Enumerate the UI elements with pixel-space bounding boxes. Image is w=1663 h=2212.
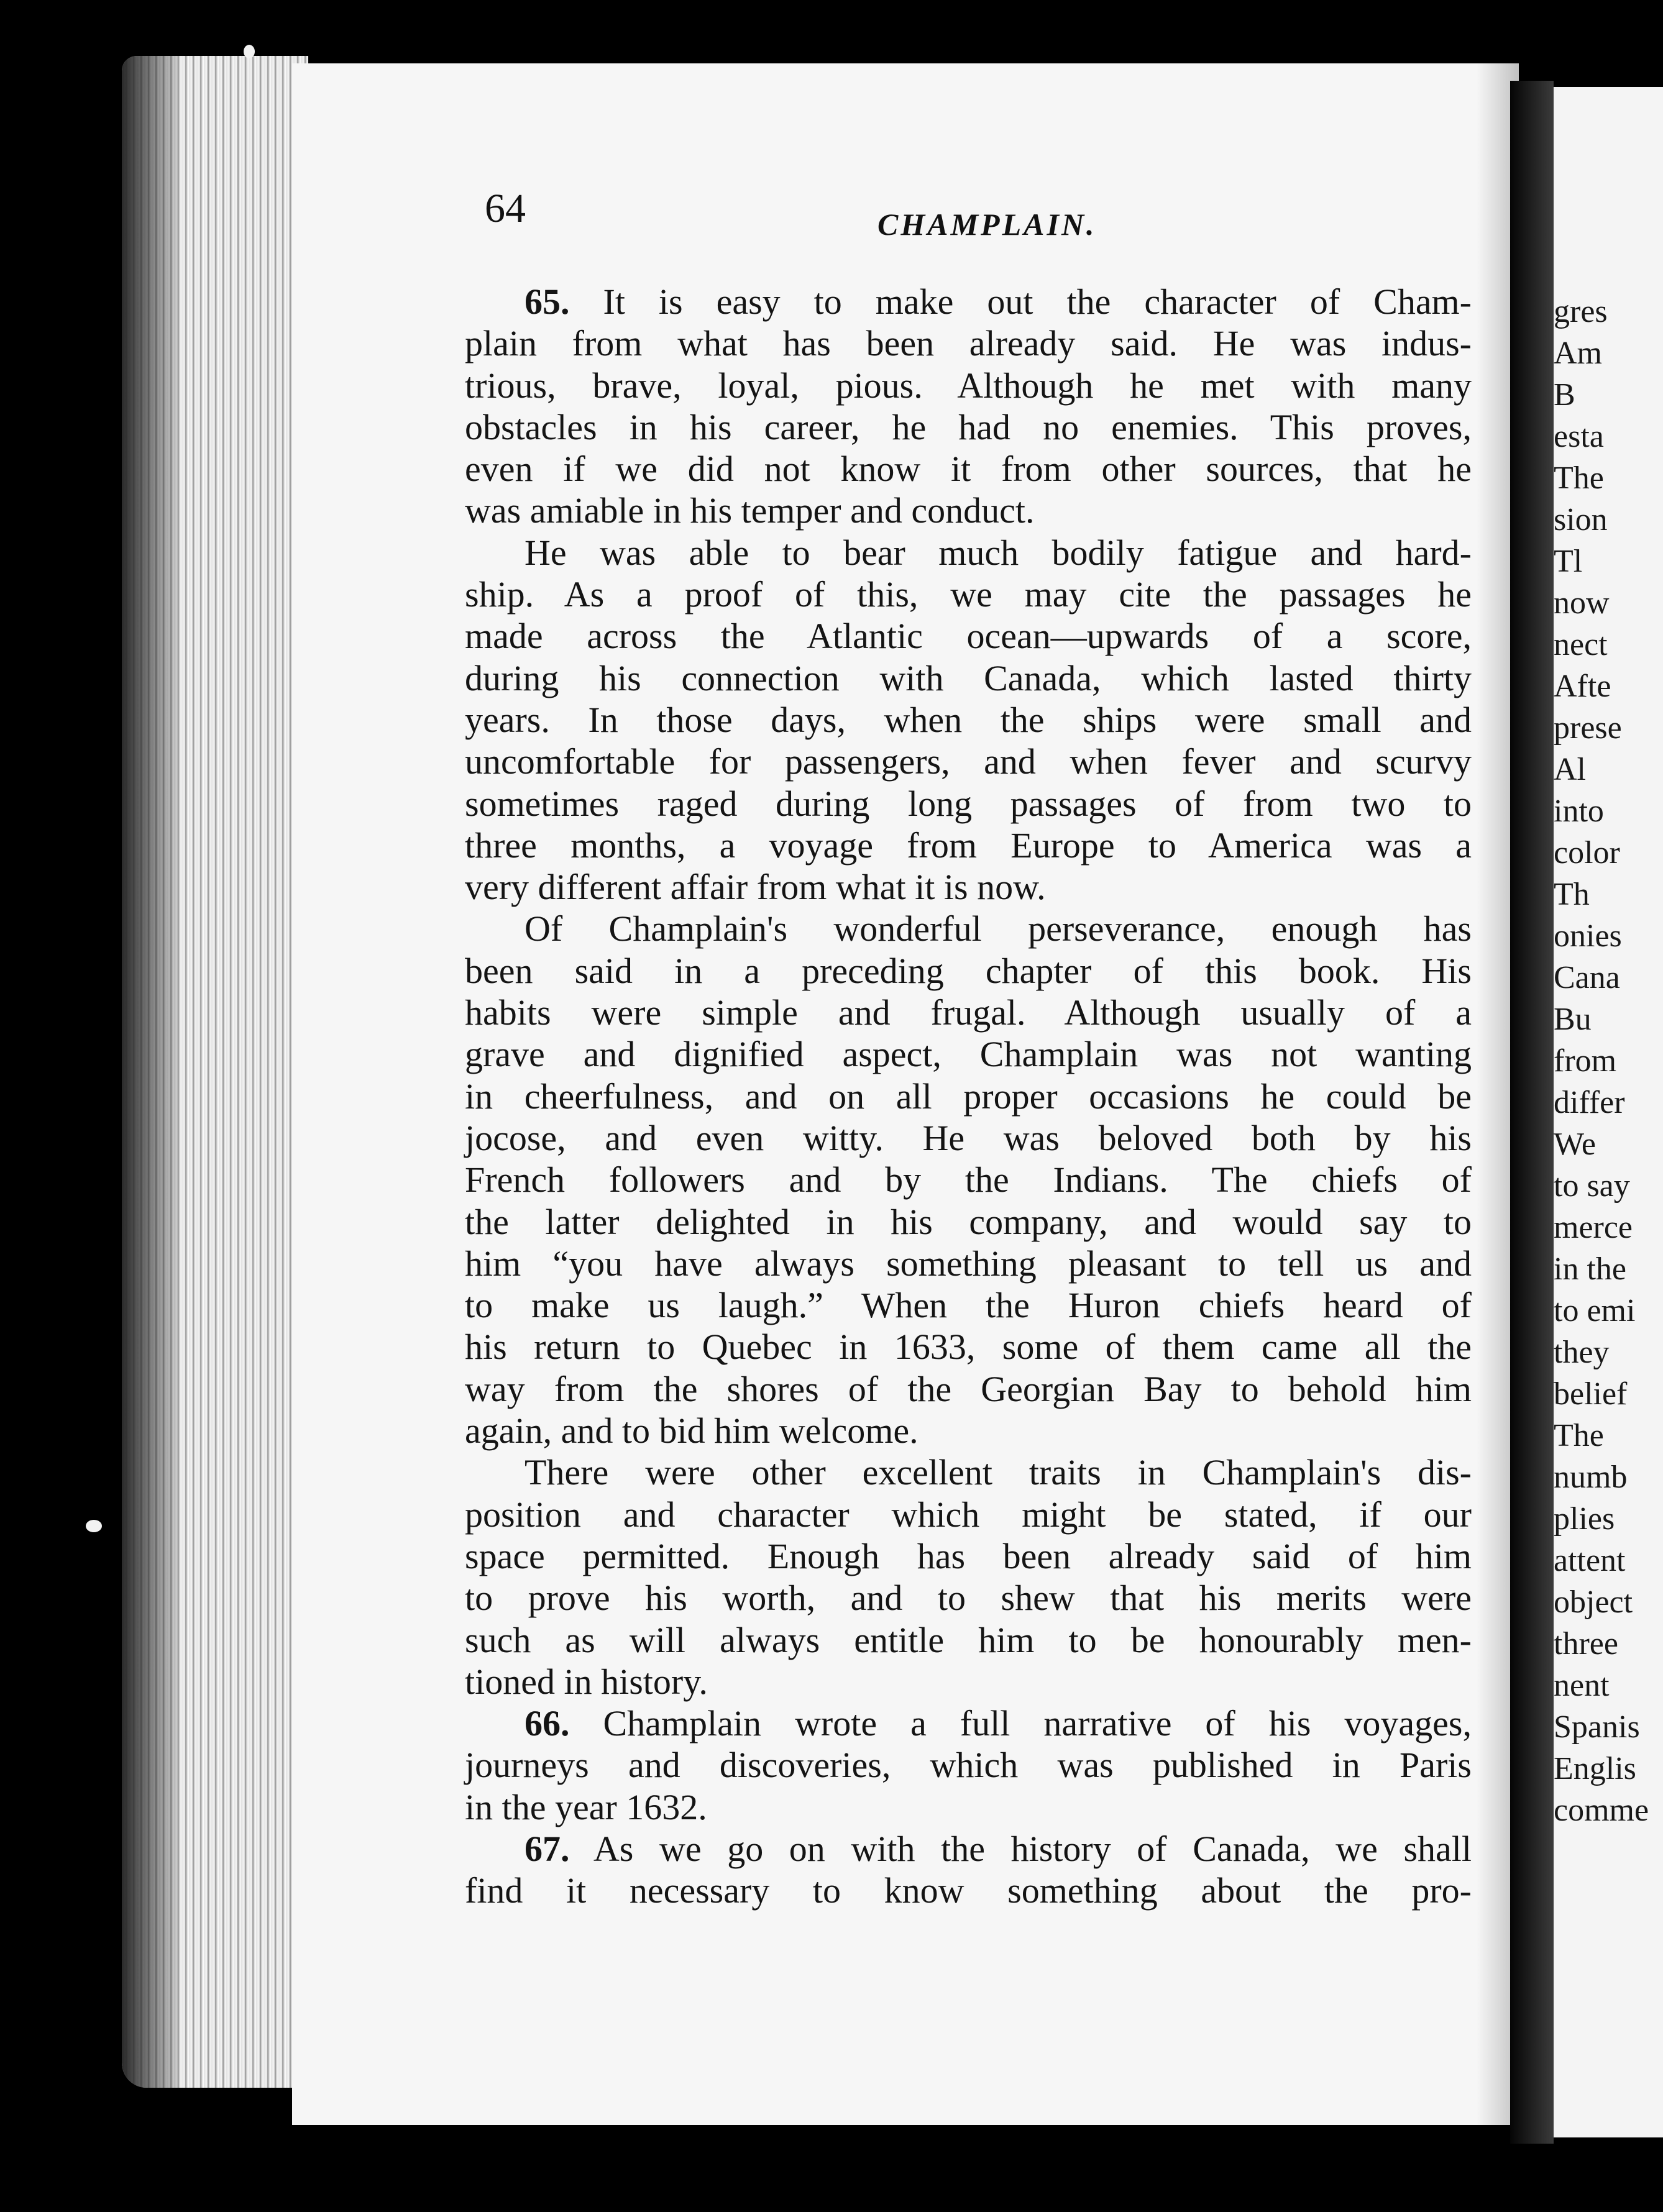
line-text: He was able to bear much bodily fatigue and hard- <box>525 532 1472 573</box>
facing-line-fragment: The <box>1554 460 1604 496</box>
line-text: such as will always entitle him to be honourably men- <box>465 1619 1472 1660</box>
text-line <box>465 1243 1472 1284</box>
facing-line-fragment: Tl <box>1554 544 1583 579</box>
section-number: 66. <box>525 1703 570 1744</box>
line-text: was amiable in his temper and conduct. <box>465 490 1035 531</box>
page-edges-shadow <box>122 56 178 2088</box>
line-text: Of Champlain's wonderful perseverance, enough has <box>525 908 1472 949</box>
line-text: plain from what has been already said. He was indus- <box>465 323 1472 364</box>
text-line <box>465 699 1472 741</box>
text-line <box>465 1033 1472 1075</box>
section-number: 67. <box>525 1828 570 1869</box>
line-text: him “you have always something pleasant to tell us and <box>465 1243 1472 1284</box>
text-line <box>465 1828 1472 1870</box>
text-line <box>465 1870 1472 1911</box>
line-text: It is easy to make out the character of Cham- <box>569 281 1472 322</box>
facing-line-fragment: in the <box>1554 1251 1626 1287</box>
line-text: space permitted. Enough has been already said of him <box>465 1535 1472 1576</box>
line-text: ship. As a proof of this, we may cite the passages he <box>465 574 1472 615</box>
text-line <box>465 365 1472 406</box>
text-line <box>465 657 1472 699</box>
text-line <box>465 1326 1472 1368</box>
line-text: obstacles in his career, he had no enemies. This proves, <box>465 406 1472 447</box>
facing-line-fragment: differ <box>1554 1085 1625 1120</box>
facing-line-fragment: Afte <box>1554 669 1611 704</box>
facing-line-fragment: esta <box>1554 419 1604 454</box>
facing-line-fragment: nect <box>1554 627 1608 662</box>
facing-line-fragment: We <box>1554 1127 1596 1162</box>
dust-speck <box>86 1520 102 1532</box>
facing-line-fragment: belief <box>1554 1376 1628 1412</box>
line-text: position and character which might be stated, if our <box>465 1494 1472 1535</box>
text-line <box>465 532 1472 574</box>
text-line <box>465 1535 1472 1577</box>
facing-line-fragment: B <box>1554 377 1575 413</box>
text-line <box>465 1744 1472 1786</box>
facing-line-fragment: color <box>1554 835 1620 871</box>
text-line <box>465 1702 1472 1744</box>
facing-line-fragment: comme <box>1554 1793 1649 1828</box>
facing-line-fragment: prese <box>1554 710 1622 746</box>
facing-line-fragment: into <box>1554 793 1604 829</box>
line-text: journeys and discoveries, which was published in Paris <box>465 1745 1472 1786</box>
text-line <box>465 783 1472 825</box>
text-line <box>465 1117 1472 1159</box>
line-text: habits were simple and frugal. Although usually of a <box>465 992 1472 1033</box>
text-line <box>465 1076 1472 1117</box>
facing-line-fragment: from <box>1554 1043 1617 1079</box>
text-line <box>465 448 1472 490</box>
facing-line-fragment: onies <box>1554 918 1622 954</box>
text-line <box>465 1786 1472 1828</box>
line-text: There were other excellent traits in Champlain's dis- <box>525 1452 1472 1493</box>
facing-line-fragment: sion <box>1554 502 1608 537</box>
text-line <box>465 615 1472 657</box>
text-line <box>465 908 1472 949</box>
line-text: way from the shores of the Georgian Bay to behold him <box>465 1368 1472 1409</box>
facing-line-fragment: Al <box>1554 752 1586 787</box>
text-line <box>465 1494 1472 1535</box>
text-line <box>465 950 1472 992</box>
line-text: to make us laugh.” When the Huron chiefs heard of <box>465 1285 1472 1326</box>
line-text: trious, brave, loyal, pious. Although he met with many <box>465 365 1472 406</box>
line-text: in the year 1632. <box>465 1786 707 1827</box>
line-text: to prove his worth, and to shew that his merits were <box>465 1578 1472 1619</box>
line-text: French followers and by the Indians. The chiefs of <box>465 1159 1472 1200</box>
facing-line-fragment: gres <box>1554 294 1608 329</box>
line-text: during his connection with Canada, which lasted thirty <box>465 657 1472 698</box>
text-line <box>465 992 1472 1033</box>
facing-line-fragment: to emi <box>1554 1293 1636 1328</box>
text-line <box>465 1451 1472 1493</box>
text-line <box>465 1159 1472 1200</box>
facing-line-fragment: Th <box>1554 877 1590 912</box>
facing-line-fragment: merce <box>1554 1210 1633 1245</box>
text-line <box>465 1661 1472 1702</box>
facing-line-fragment: they <box>1554 1335 1610 1370</box>
body-text <box>465 281 1472 1912</box>
line-text: very different affair from what it is now. <box>465 867 1046 908</box>
line-text: grave and dignified aspect, Champlain was not wanting <box>465 1034 1472 1075</box>
running-title: CHAMPLAIN. <box>877 207 1097 242</box>
line-text: years. In those days, when the ships were small and <box>465 699 1472 740</box>
line-text: three months, a voyage from Europe to America was a <box>465 825 1472 866</box>
facing-line-fragment: Bu <box>1554 1002 1592 1037</box>
facing-line-fragment: plies <box>1554 1501 1615 1537</box>
facing-line-fragment: Spanis <box>1554 1709 1640 1745</box>
facing-line-fragment: attent <box>1554 1543 1626 1578</box>
book-gutter <box>1510 81 1554 2144</box>
text-line <box>465 1368 1472 1410</box>
line-text: even if we did not know it from other sources, that he <box>465 449 1472 490</box>
facing-line-fragment: nent <box>1554 1668 1610 1703</box>
line-text: the latter delighted in his company, and would say to <box>465 1201 1472 1242</box>
line-text: uncomfortable for passengers, and when fever and scurvy <box>465 741 1472 782</box>
text-line <box>465 322 1472 364</box>
line-text: Champlain wrote a full narrative of his voyages, <box>569 1703 1472 1744</box>
text-line <box>465 1201 1472 1243</box>
line-text: sometimes raged during long passages of from two to <box>465 783 1472 824</box>
text-line <box>465 1284 1472 1326</box>
text-line <box>465 741 1472 782</box>
text-line <box>465 281 1472 322</box>
text-line <box>465 490 1472 531</box>
facing-line-fragment: now <box>1554 585 1610 621</box>
facing-line-fragment: numb <box>1554 1460 1628 1495</box>
page-number: 64 <box>485 186 526 231</box>
text-line <box>465 825 1472 866</box>
section-number: 65. <box>525 281 570 322</box>
line-text: find it necessary to know something about the pro- <box>465 1870 1472 1911</box>
line-text: in cheerfulness, and on all proper occasions he could be <box>465 1076 1472 1117</box>
facing-line-fragment: three <box>1554 1626 1618 1661</box>
text-line <box>465 1410 1472 1451</box>
line-text: been said in a preceding chapter of this book. His <box>465 950 1472 991</box>
facing-line-fragment: Am <box>1554 336 1602 371</box>
line-text: jocose, and even witty. He was beloved both by his <box>465 1117 1472 1158</box>
facing-line-fragment: The <box>1554 1418 1604 1453</box>
text-line <box>465 1577 1472 1619</box>
text-line <box>465 574 1472 615</box>
line-text: As we go on with the history of Canada, we shall <box>569 1828 1472 1869</box>
facing-line-fragment: to say <box>1554 1168 1630 1204</box>
facing-line-fragment: Cana <box>1554 960 1620 995</box>
dust-speck <box>244 45 255 58</box>
line-text: tioned in history. <box>465 1661 708 1702</box>
line-text: his return to Quebec in 1633, some of them came all the <box>465 1327 1472 1368</box>
facing-line-fragment: object <box>1554 1584 1633 1620</box>
facing-line-fragment: Englis <box>1554 1751 1636 1786</box>
text-line <box>465 1619 1472 1661</box>
line-text: again, and to bid him welcome. <box>465 1410 919 1451</box>
text-line <box>465 406 1472 448</box>
text-line <box>465 866 1472 908</box>
line-text: made across the Atlantic ocean—upwards of a score, <box>465 616 1472 657</box>
facing-page-text <box>1554 291 1663 1831</box>
